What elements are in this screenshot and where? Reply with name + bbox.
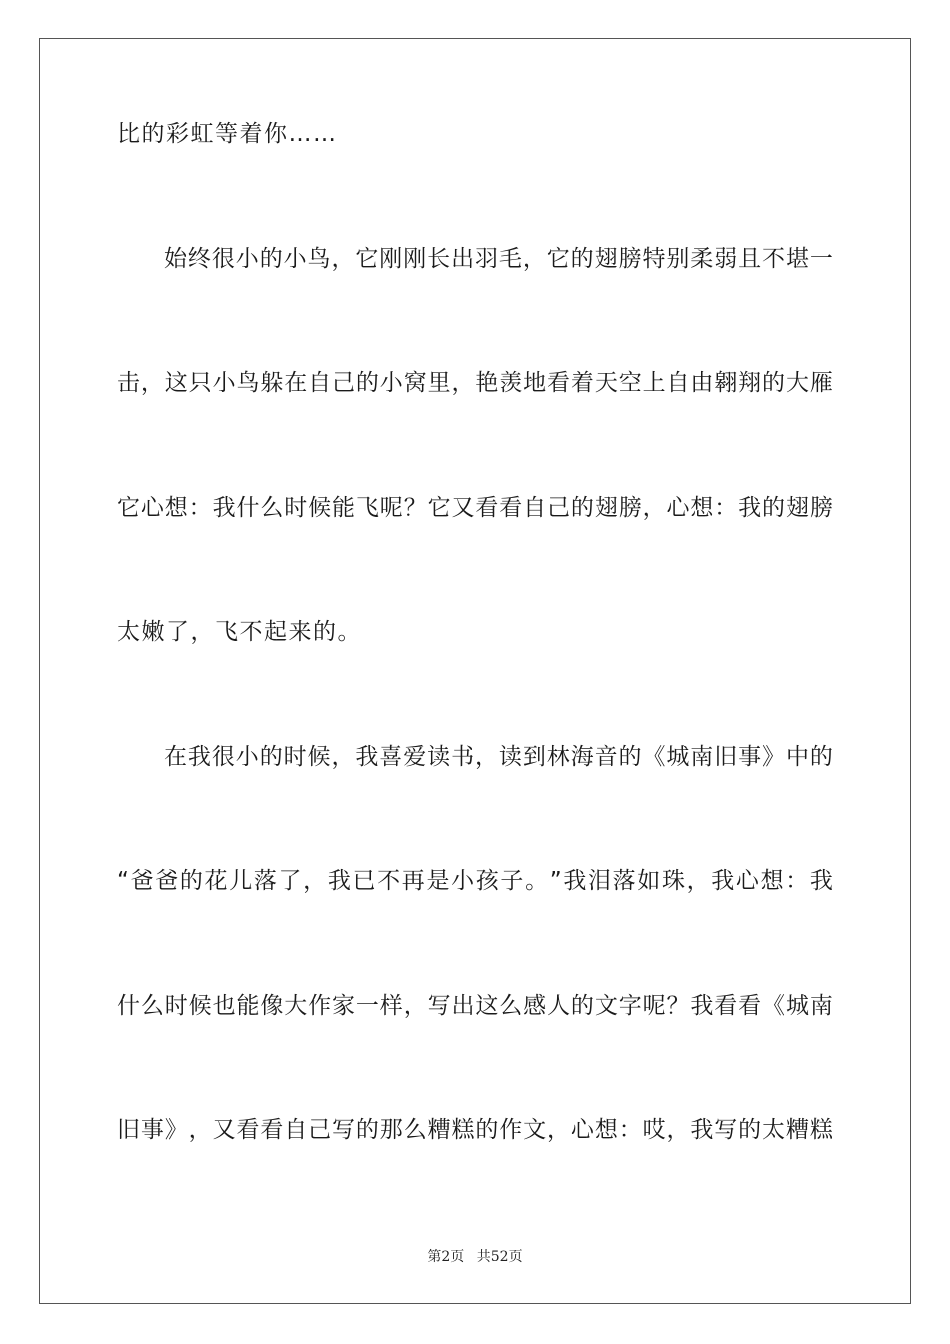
text-line: 击 ， 这 只 小 鸟 躲 在 自 己 的 小 窝 里 ， 艳 羡 地 看 着 天 空 上 自 由 翱 翔 的 大 雁	[117, 370, 833, 396]
text-line: 旧 事 》 ， 又 看 看 自 己 写 的 那 么 糟 糕 的 作 文 ， 心 想 ： 哎 ， 我 写 的 太 糟 糕	[117, 1117, 833, 1143]
document-body	[117, 118, 833, 1239]
page-footer	[0, 1246, 950, 1266]
text-line: 始 终 很 小 的 小 鸟 ， 它 刚 刚 长 出 羽 毛 ， 它 的 翅 膀 特 别 柔 弱 且 不 堪 一	[164, 245, 833, 272]
page-number: 第2页	[427, 1249, 465, 1265]
text-line: 在 我 很 小 的 时 候 ， 我 喜 爱 读 书 ， 读 到 林 海 音 的 《 城 南 旧 事 》 中 的	[164, 743, 833, 770]
text-line: “ 爸 爸 的 花 儿 落 了 ， 我 已 不 再 是 小 孩 子 。 ” 我 泪 落 如 珠 ， 我 心 想 ： 我	[117, 868, 833, 894]
text-line: 什 么 时 候 也 能 像 大 作 家 一 样 ， 写 出 这 么 感 人 的 文 字 呢 ？ 我 看 看 《 城 南	[117, 992, 833, 1019]
text-line: 比的彩虹等着你……	[117, 121, 338, 147]
text-line: 它 心 想 ： 我 什 么 时 候 能 飞 呢 ？ 它 又 看 看 自 己 的 翅 膀 ， 心 想 ： 我 的 翅 膀	[117, 494, 833, 521]
page-total: 共52页	[476, 1249, 523, 1265]
text-line: 太嫩了，飞不起来的。	[117, 619, 362, 645]
